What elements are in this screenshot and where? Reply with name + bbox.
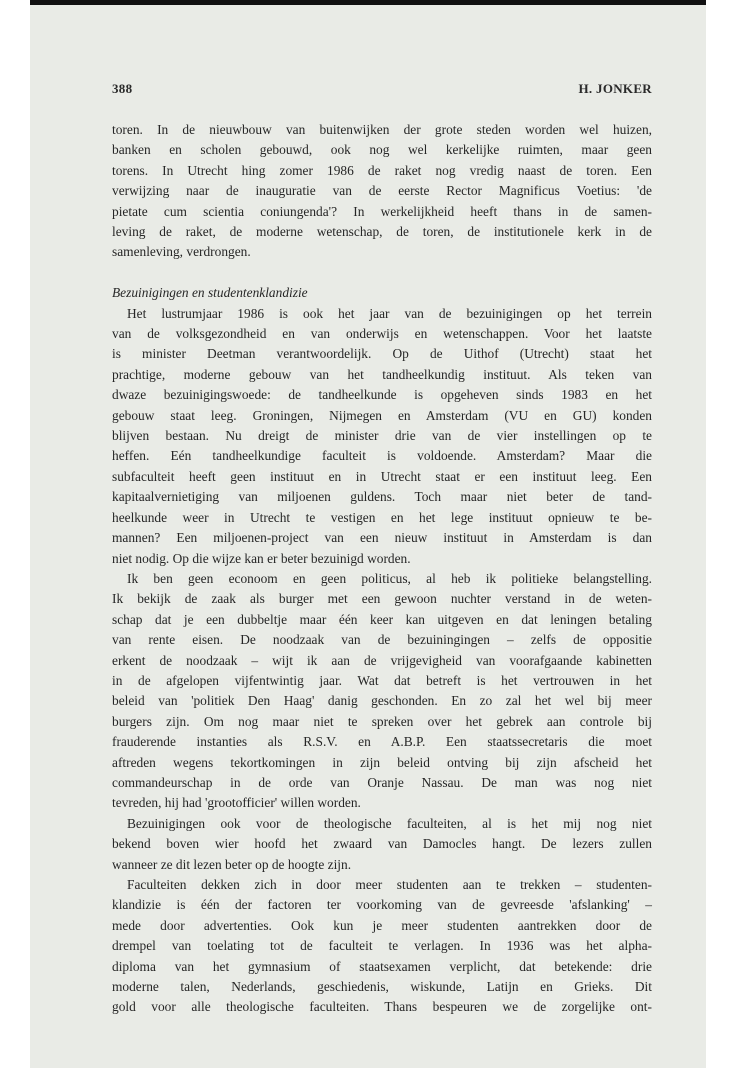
- text-line: wanneer ze dit lezen beter op de hoogte zijn.: [112, 856, 352, 872]
- text-line: samenleving, verdrongen.: [112, 244, 251, 260]
- text-line: mede door advertenties. Ook kun je meer studenten aantrekken door de: [112, 917, 652, 933]
- text-line: in de afgelopen vijfentwintig jaar. Wat dat betreft is het vertrouwen in het: [112, 672, 652, 688]
- text-line: gebouw staat leeg. Groningen, Nijmegen en Amsterdam (VU en GU) konden: [112, 407, 652, 423]
- text-line: Ik bekijk de zaak als burger met een gewoon nuchter verstand in de weten-: [112, 591, 652, 607]
- running-head: H. JONKER: [578, 81, 652, 96]
- text-line: gold voor alle theologische faculteiten. Thans bespeuren we de zorgelijke ont-: [112, 999, 652, 1015]
- text-line: dwaze bezuinigingswoede: de tandheelkunde is opgeheven sinds 1983 en het: [112, 387, 652, 403]
- text-line: niet nodig. Op die wijze kan er beter bezuinigd worden.: [112, 550, 411, 566]
- text-line: pietate cum scientia coniungenda'? In werkelijkheid heeft thans in de samen-: [112, 203, 652, 219]
- text-line: subfaculteit heeft geen instituut en in Utrecht staat er een instituut leeg. Een: [112, 468, 652, 484]
- text-line: kapitaalvernietiging van miljoenen guldens. Toch maar niet beter de tand-: [112, 489, 652, 505]
- text-line: drempel van toelating tot de faculteit te verlagen. In 1936 was het alpha-: [112, 938, 652, 954]
- page-number: 388: [112, 81, 133, 96]
- text-line: diploma van het gymnasium of staatsexamen verplicht, dat betekende: drie: [112, 958, 652, 974]
- text-line: klandizie is één der factoren ter voorkoming van de gevreesde 'afslanking' –: [112, 897, 652, 913]
- text-line: is minister Deetman verantwoordelijk. Op de Uithof (Utrecht) staat het: [112, 346, 652, 362]
- text-line: schap dat je een dubbeltje maar één keer kan uitgeven en dat leningen betaling: [112, 611, 652, 627]
- text-line: mannen? Een miljoenen-project van een nieuw instituut in Amsterdam is dan: [112, 530, 652, 546]
- text-line: burgers zijn. Om nog maar niet te spreken over het gebrek aan controle bij: [112, 713, 652, 729]
- section-heading: Bezuinigingen en studentenklandizie: [112, 285, 308, 301]
- text-line: heffen. Eén tandheelkundige faculteit is voldoende. Amsterdam? Maar die: [112, 448, 652, 464]
- text-line: Bezuinigingen ook voor de theologische faculteiten, al is het mij nog niet: [127, 815, 652, 831]
- body-text: [112, 120, 652, 1018]
- text-line: commandeurschap in de orde van Oranje Nassau. De man was nog niet: [112, 774, 652, 790]
- text-line: Faculteiten dekken zich in door meer studenten aan te trekken – studenten-: [127, 877, 652, 893]
- text-line: van de volksgezondheid en van onderwijs en wetenschappen. Voor het laatste: [112, 326, 652, 342]
- text-line: heelkunde weer in Utrecht te vestigen en het lege instituut opnieuw te be-: [112, 509, 652, 525]
- text-line: frauderende instanties als R.S.V. en A.B.P. Een staatssecretaris die moet: [112, 734, 652, 750]
- text-line: toren. In de nieuwbouw van buitenwijken der grote steden worden wel huizen,: [112, 122, 652, 137]
- text-line: banken en scholen gebouwd, ook nog wel kerkelijke ruimten, maar geen: [112, 142, 652, 158]
- text-line: beleid van 'politiek Den Haag' danig geschonden. En zo zal het wel bij meer: [112, 693, 652, 709]
- text-line: aftreden wegens tekortkomingen in zijn beleid ontving bij zijn afscheid het: [112, 754, 652, 770]
- text-line: blijven bestaan. Nu dreigt de minister drie van de vier instellingen op te: [112, 428, 652, 444]
- text-line: torens. In Utrecht hing zomer 1986 de raket nog vredig naast de toren. Een: [112, 162, 652, 178]
- text-line: prachtige, moderne gebouw van het tandheelkundig instituut. Als teken van: [112, 366, 652, 382]
- text-line: verwijzing naar de inauguratie van de eerste Rector Magnificus Voetius: 'de: [112, 183, 652, 199]
- text-line: Het lustrumjaar 1986 is ook het jaar van de bezuinigingen op het terrein: [127, 305, 652, 321]
- text-line: Ik ben geen econoom en geen politicus, al heb ik politieke belangstelling.: [127, 570, 652, 586]
- text-line: van rente eisen. De noodzaak van de bezuiningingen – zelfs de oppositie: [112, 632, 652, 648]
- text-line: tevreden, hij had 'grootofficier' willen worden.: [112, 795, 361, 811]
- text-line: moderne talen, Nederlands, geschiedenis, wiskunde, Latijn en Grieks. Dit: [112, 979, 652, 995]
- text-line: erkent de noodzaak – wijt ik aan de vrijgevigheid van voorafgaande kabinetten: [112, 652, 652, 668]
- text-line: leving de raket, de moderne wetenschap, de toren, de institutionele kerk in de: [112, 224, 652, 240]
- text-line: bekend boven wier hoofd het zwaard van Damocles hangt. De lezers zullen: [112, 836, 652, 852]
